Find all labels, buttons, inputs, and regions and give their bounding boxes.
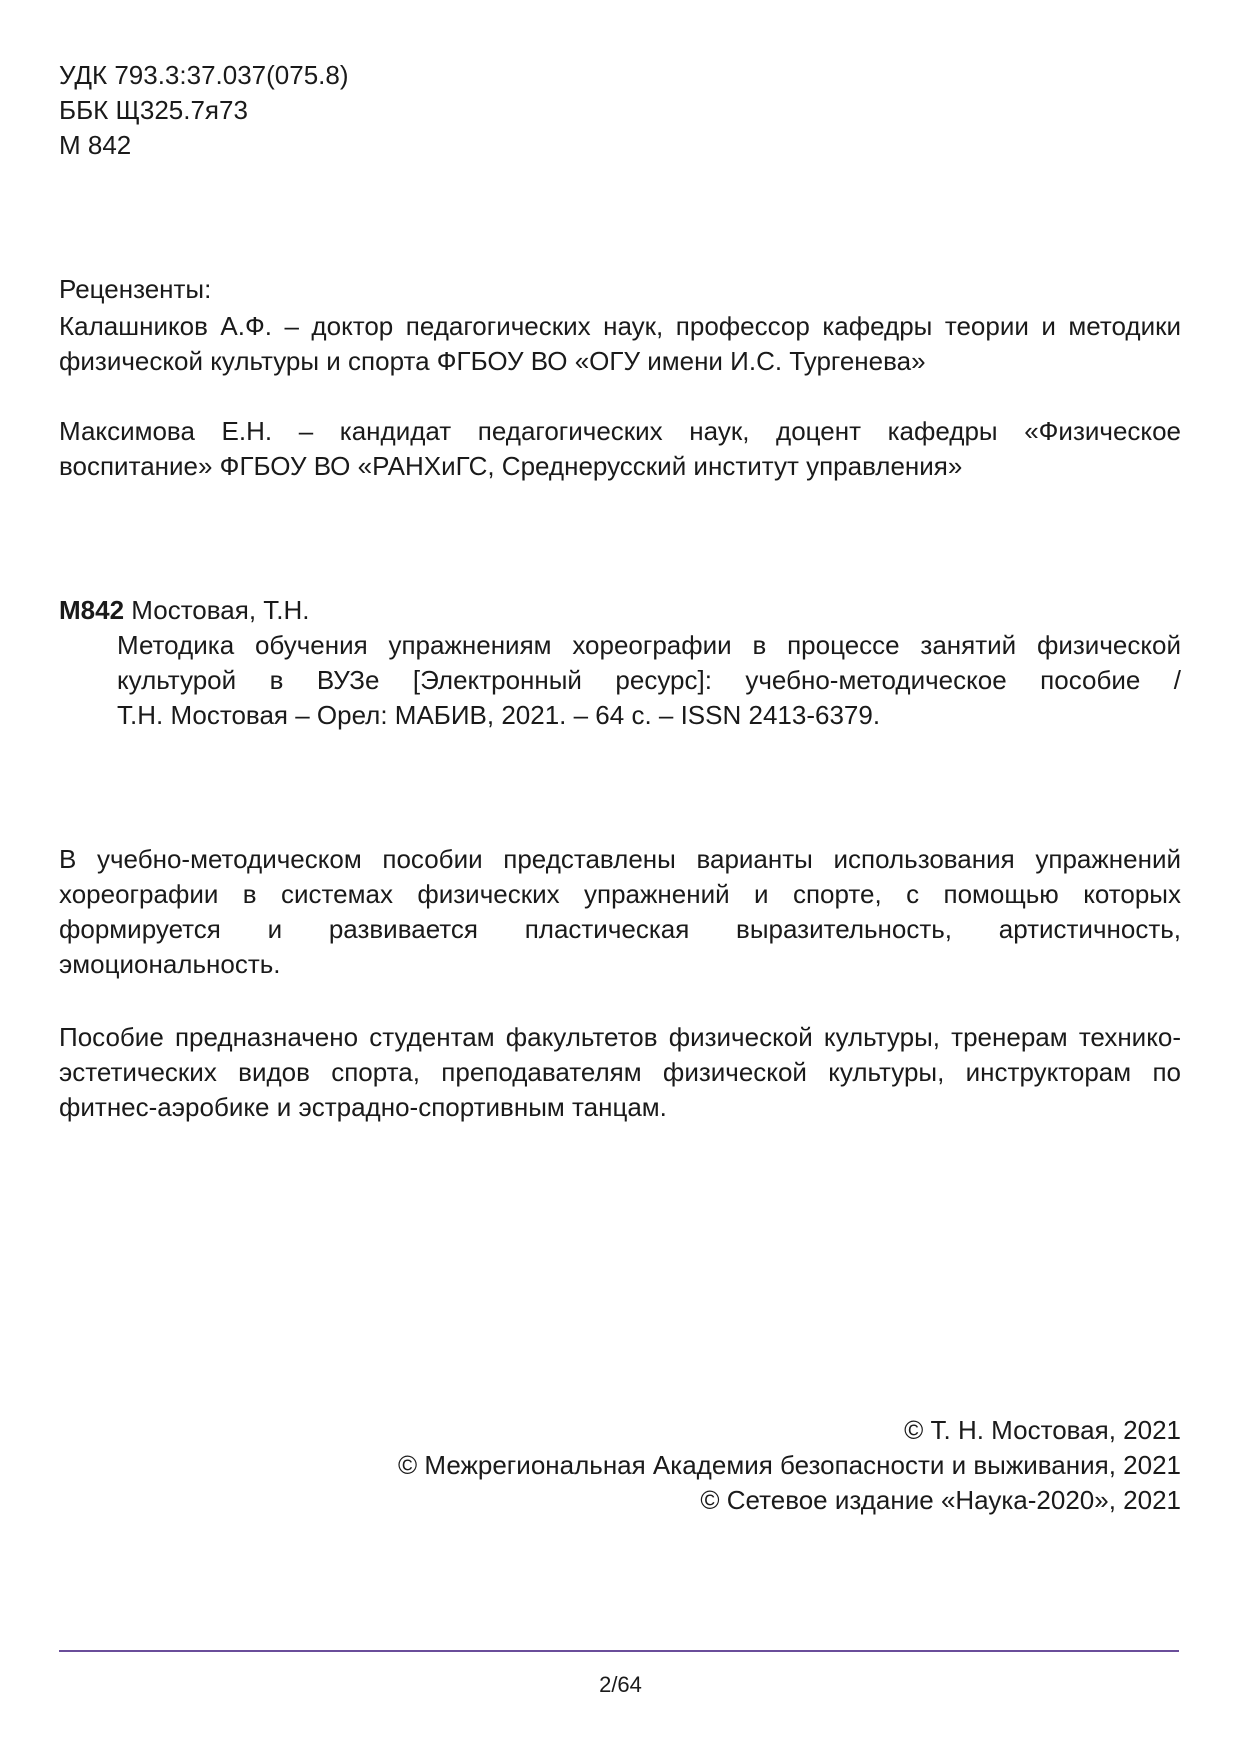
udc-code: УДК 793.3:37.037(075.8) [59,60,349,90]
reviewer-2 [59,414,1181,484]
copyright-academy: © Межрегиональная Академия безопасности и выживания, 2021 [398,1450,1181,1480]
classification-codes [59,58,1181,163]
annotation-1-line-1: В учебно-методическом пособии представлены варианты использования упражнений [59,844,1181,874]
reviewer-1-line-1: Калашников А.Ф. – доктор педагогических наук, профессор кафедры теории и методики [59,311,1181,341]
author-mark: М 842 [59,130,132,160]
annotation-2-line-3: фитнес-аэробике и эстрадно-спортивным танцам. [59,1092,667,1122]
annotation-2-line-1: Пособие предназначено студентам факультетов физической культуры, тренерам технико- [59,1022,1181,1052]
bibliographic-line-3: Т.Н. Мостовая – Орел: МАБИВ, 2021. – 64 с. – ISSN 2413-6379. [117,700,881,730]
annotation-1-line-3: формируется и развивается пластическая выразительность, артистичность, [59,914,1181,944]
reviewers-heading [59,272,1181,307]
annotation-2-line-2: эстетических видов спорта, преподавателям физической культуры, инструкторам по [59,1057,1181,1087]
bibliographic-mark: М842 [59,595,125,625]
bibliographic-author: Мостовая, Т.Н. [131,595,310,625]
bbk-code: ББК Щ325.7я73 [59,95,248,125]
copyright-author: © Т. Н. Мостовая, 2021 [904,1415,1181,1445]
reviewer-1 [59,309,1181,379]
bibliographic-heading [59,593,1181,628]
annotation-1-line-4: эмоциональность. [59,949,281,979]
reviewer-1-line-2: физической культуры и спорта ФГБОУ ВО «ОГУ имени И.С. Тургенева» [59,346,926,376]
annotation-paragraph-1 [59,842,1181,982]
bibliographic-line-2: культурой в ВУЗе [Электронный ресурс]: учебно-методическое пособие / [117,665,1181,695]
page-number: 2/64 [599,1672,642,1697]
reviewers-heading-text: Рецензенты: [59,274,212,304]
copyright-block [398,1413,1181,1518]
annotation-1-line-2: хореографии в системах физических упражнений и спорте, с помощью которых [59,879,1181,909]
reviewer-2-line-1: Максимова Е.Н. – кандидат педагогических наук, доцент кафедры «Физическое [59,416,1181,446]
bibliographic-description [117,628,1181,733]
copyright-publisher: © Сетевое издание «Наука-2020», 2021 [700,1485,1181,1515]
annotation-paragraph-2 [59,1020,1181,1125]
bibliographic-line-1: Методика обучения упражнениям хореографии в процессе занятий физической [117,630,1181,660]
footer-divider [59,1650,1179,1652]
reviewer-2-line-2: воспитание» ФГБОУ ВО «РАНХиГС, Среднерусский институт управления» [59,451,963,481]
